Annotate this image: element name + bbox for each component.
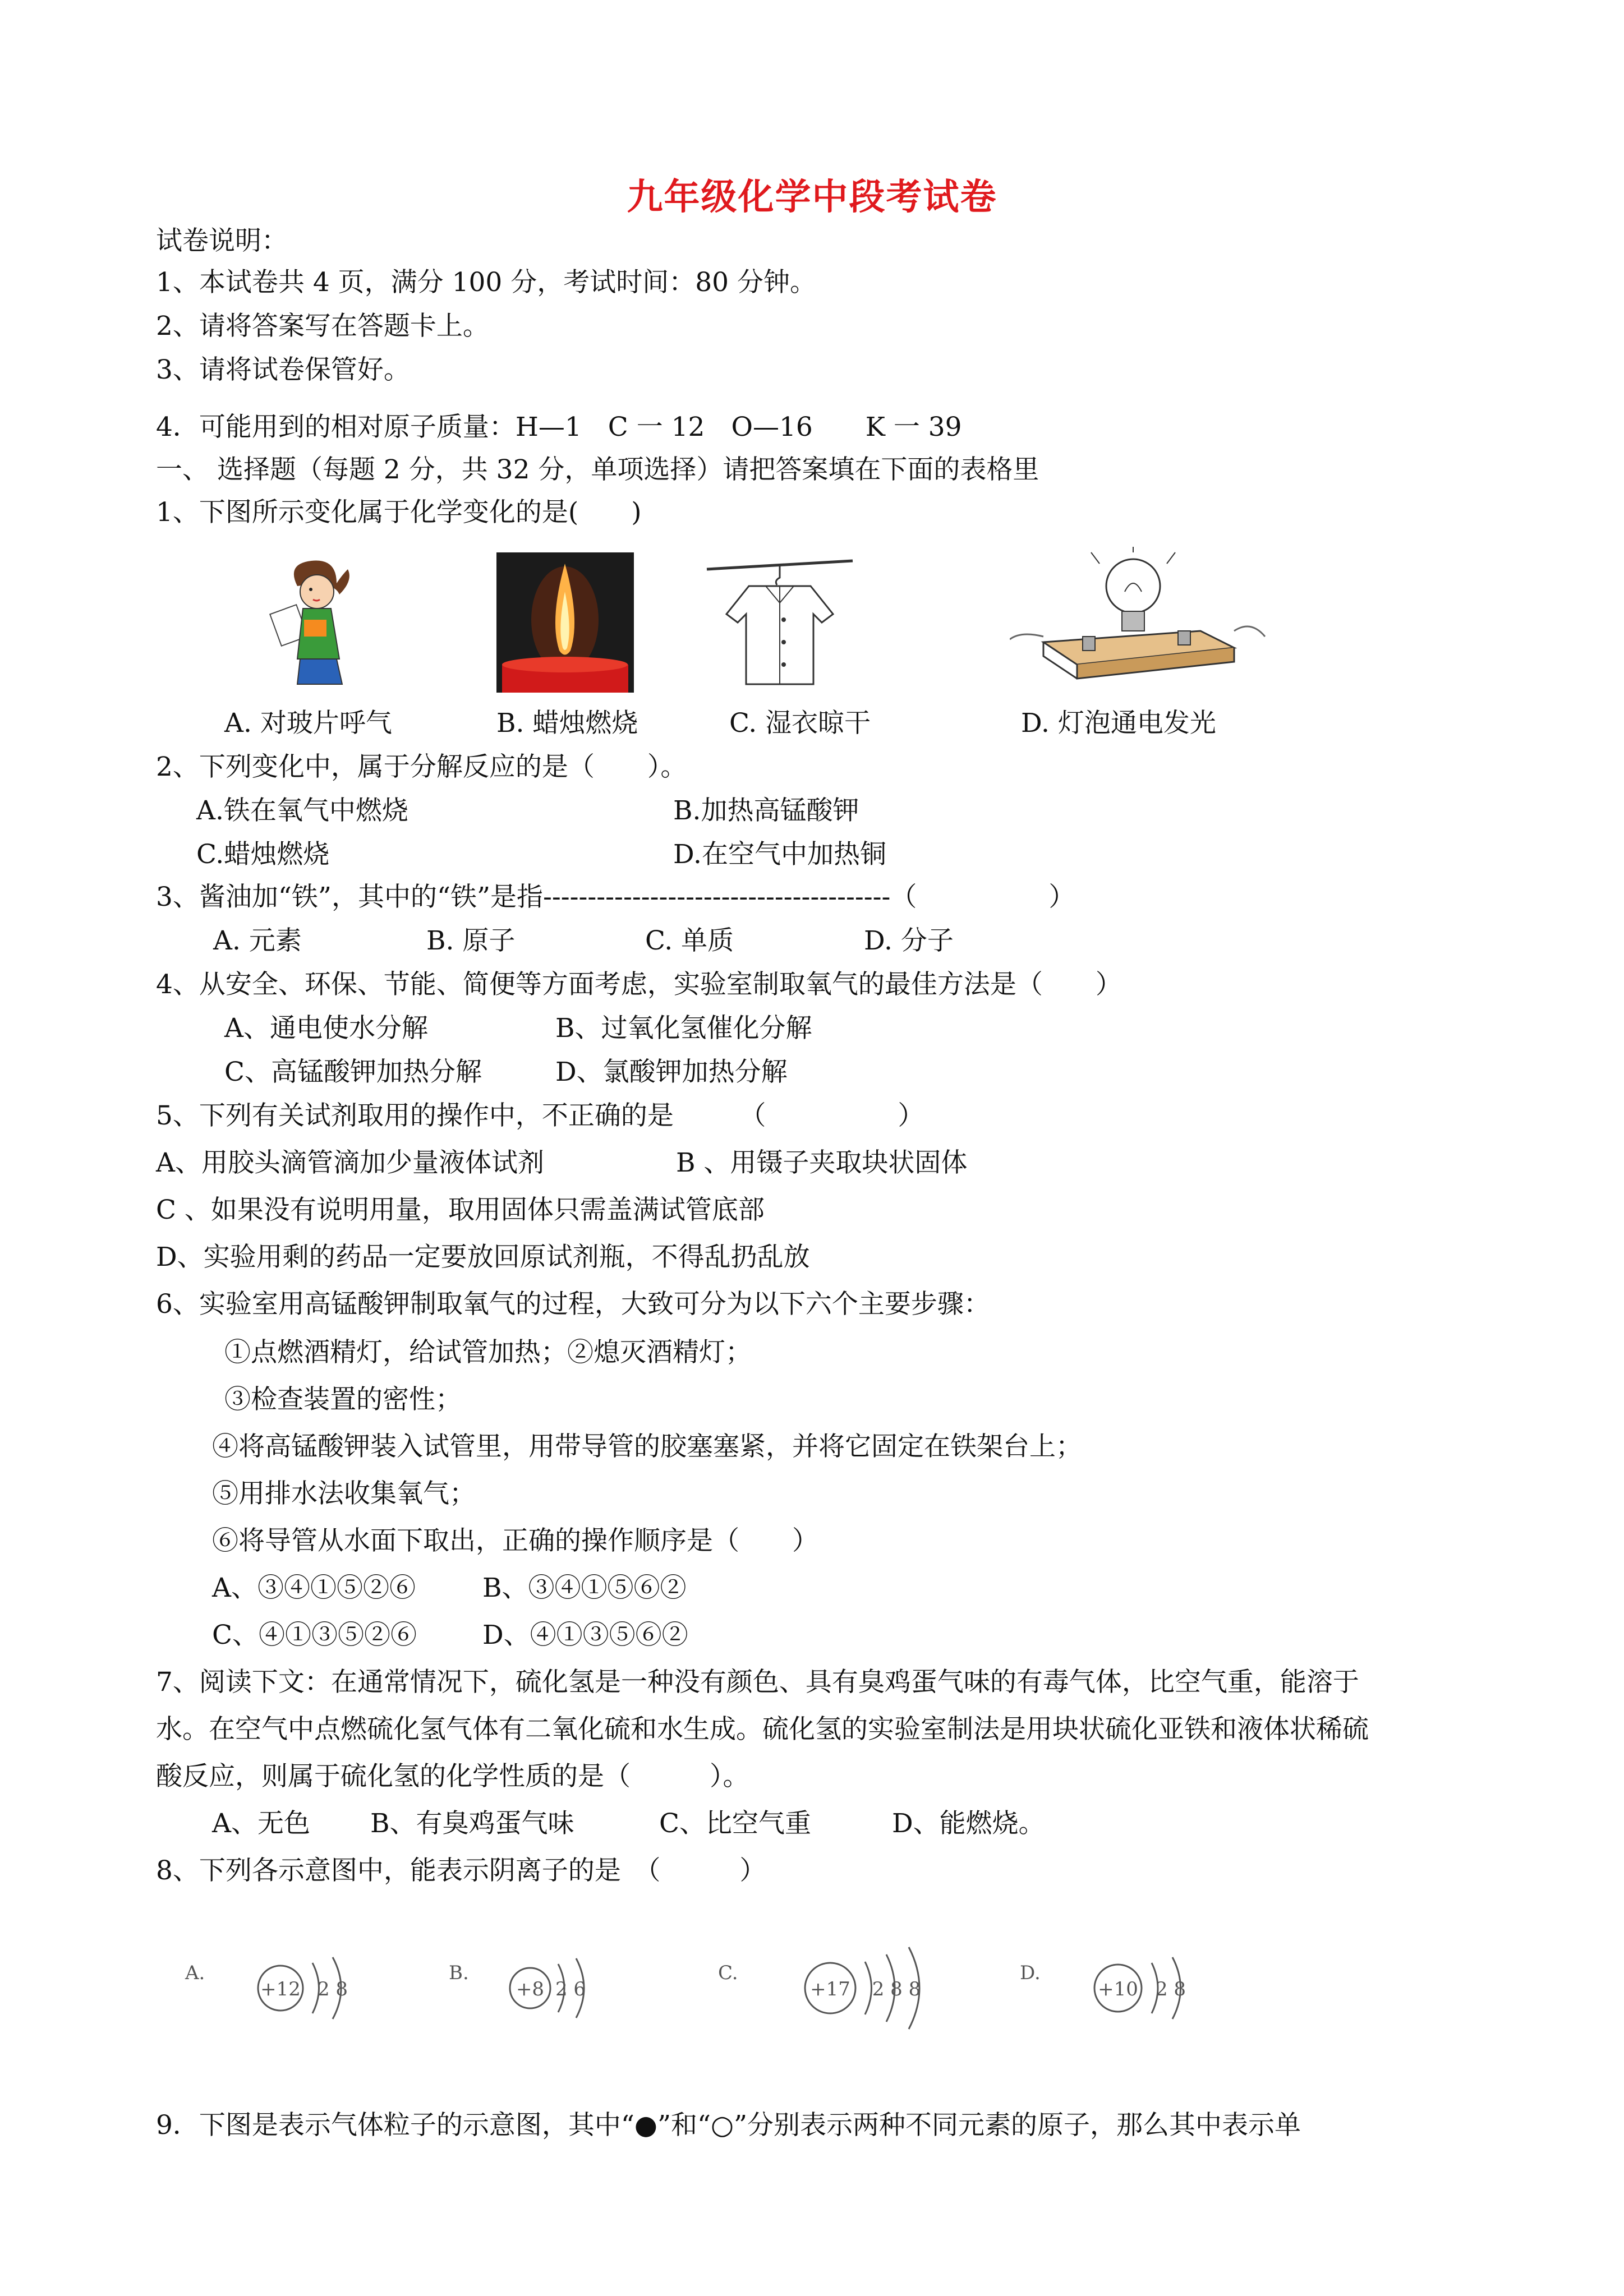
q7-option-c: C、比空气重: [659, 1808, 811, 1839]
page-title: 九年级化学中段考试卷: [627, 176, 997, 218]
ion-diagram-a: [250, 1946, 367, 2030]
instruction-item: 1、本试卷共 4 页，满分 100 分，考试时间：80 分钟。: [156, 267, 817, 298]
candle-figure: [496, 552, 634, 693]
question-1-stem: 1、下图所示变化属于化学变化的是( ): [156, 497, 642, 528]
q6-step: ⑥将导管从水面下取出，正确的操作顺序是（ ）: [212, 1525, 818, 1556]
ion-shells-label: 2 6: [555, 1978, 586, 2000]
q7-option-a: A、无色: [212, 1808, 310, 1839]
q5-option-line: D、实验用剩的药品一定要放回原试剂瓶，不得乱扔乱放: [156, 1242, 810, 1273]
question-5-stem: 5、下列有关试剂取用的操作中，不正确的是 （ ）: [156, 1100, 924, 1131]
q6-step: ④将高锰酸钾装入试管里，用带导管的胶塞塞紧，并将它固定在铁架台上；: [212, 1431, 1082, 1462]
q5-option-line: C 、如果没有说明用量，取用固体只需盖满试管底部: [156, 1195, 765, 1225]
q2-option-c: C.蜡烛燃烧: [196, 839, 330, 870]
atomic-masses: 4．可能用到的相对原子质量：H—1 C 一 12 O—16 K 一 39: [156, 412, 962, 442]
q4-option-d: D、氯酸钾加热分解: [555, 1057, 788, 1087]
ion-nucleus-label: +12: [260, 1978, 301, 2000]
ion-diagram-d: [1085, 1946, 1209, 2030]
ion-shells-label: 2 8: [317, 1978, 348, 2000]
instruction-item: 2、请将答案写在答题卡上。: [156, 311, 489, 342]
question-3-stem: 3、酱油加“铁”，其中的“铁”是指---------------------------------------（ ）: [156, 882, 1075, 912]
question-8-stem: 8、下列各示意图中，能表示阴离子的是 （ ）: [156, 1855, 766, 1886]
q1-option-b: B. 蜡烛燃烧: [496, 708, 638, 739]
ion-diagram-c: [797, 1940, 948, 2036]
ion-shells-label: 2 8 8: [872, 1978, 921, 2000]
q1-option-d: D. 灯泡通电发光: [1021, 708, 1216, 739]
girl-breathing-figure: [264, 552, 359, 693]
q2-option-b: B.加热高锰酸钾: [673, 795, 859, 826]
ion-diagram-b: [502, 1946, 609, 2030]
q6-option-b: B、③④①⑤⑥②: [482, 1573, 687, 1603]
q3-option-a: A. 元素: [213, 925, 302, 956]
q4-option-a: A、通电使水分解: [224, 1013, 428, 1044]
question-6-stem: 6、实验室用高锰酸钾制取氧气的过程，大致可分为以下六个主要步骤：: [156, 1289, 990, 1320]
q2-option-a: A.铁在氧气中燃烧: [196, 795, 408, 826]
question-2-stem: 2、下列变化中，属于分解反应的是（ ）。: [156, 751, 687, 782]
q6-option-a: A、③④①⑤②⑥: [212, 1573, 416, 1603]
q6-option-d: D、④①③⑤⑥②: [482, 1620, 688, 1650]
q3-option-b: B. 原子: [426, 925, 516, 956]
drying-shirt-figure: [704, 552, 855, 693]
q1-option-c: C. 湿衣晾干: [729, 708, 871, 739]
ion-diagram-letter: D.: [1020, 1962, 1041, 1984]
q3-option-c: C. 单质: [645, 925, 734, 956]
question-7-line: 7、阅读下文：在通常情况下，硫化氢是一种没有颜色、具有臭鸡蛋气味的有毒气体，比空气重，能溶于: [156, 1667, 1359, 1698]
ion-nucleus-label: +10: [1098, 1978, 1138, 2000]
instructions-heading: 试卷说明：: [156, 225, 288, 256]
q2-option-d: D.在空气中加热铜: [673, 839, 886, 870]
ion-diagram-letter: B.: [449, 1962, 469, 1984]
instruction-item: 3、请将试卷保管好。: [156, 354, 410, 385]
q3-option-d: D. 分子: [864, 925, 954, 956]
ion-shells-label: 2 8: [1155, 1978, 1186, 2000]
question-4-stem: 4、从安全、环保、节能、简便等方面考虑，实验室制取氧气的最佳方法是（ ）: [156, 969, 1122, 1000]
ion-nucleus-label: +17: [810, 1978, 850, 2000]
question-7-line: 水。在空气中点燃硫化氢气体有二氧化硫和水生成。硫化氢的实验室制法是用块状硫化亚铁和液体状稀硫: [156, 1714, 1369, 1745]
q6-step: ①点燃酒精灯，给试管加热；②熄灭酒精灯；: [224, 1337, 752, 1368]
q6-option-c: C、④①③⑤②⑥: [212, 1620, 417, 1650]
ion-nucleus-label: +8: [516, 1978, 545, 2000]
q6-step: ⑤用排水法收集氧气；: [212, 1478, 476, 1509]
question-7-line: 酸反应，则属于硫化氢的化学性质的是（ ）。: [156, 1761, 749, 1792]
light-bulb-circuit-figure: [1010, 547, 1268, 693]
question-9-stem: 9．下图是表示气体粒子的示意图，其中“●”和“○”分别表示两种不同元素的原子，那么其中表示单: [156, 2110, 1301, 2141]
q7-option-d: D、能燃烧。: [892, 1808, 1045, 1839]
ion-diagram-letter: A.: [185, 1962, 205, 1984]
q4-option-c: C、高锰酸钾加热分解: [224, 1057, 482, 1087]
q5-option-line: A、用胶头滴管滴加少量液体试剂 B 、用镊子夹取块状固体: [156, 1147, 968, 1178]
section-heading: 一、 选择题（每题 2 分，共 32 分，单项选择）请把答案填在下面的表格里: [156, 454, 1039, 485]
q6-step: ③检查装置的密性；: [224, 1384, 462, 1415]
q4-option-b: B、过氧化氢催化分解: [555, 1013, 812, 1044]
ion-diagram-letter: C.: [718, 1962, 738, 1984]
q7-option-b: B、有臭鸡蛋气味: [370, 1808, 574, 1839]
q1-option-a: A. 对玻片呼气: [224, 708, 392, 739]
